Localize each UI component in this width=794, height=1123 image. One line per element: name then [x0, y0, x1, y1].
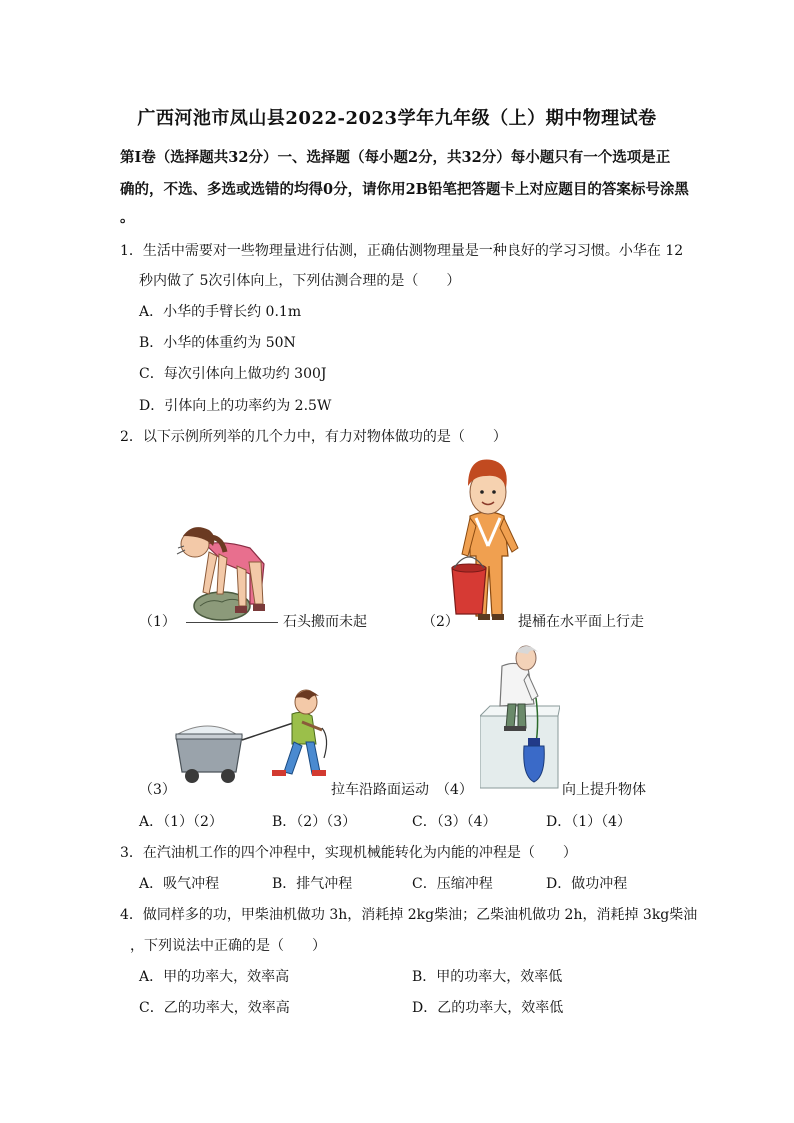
q1-stem-line1: 1．生活中需要对一些物理量进行估测，正确估测物理量是一种良好的学习习惯。小华在 12 [120, 243, 684, 259]
q4-option-d: D．乙的功率大，效率低 [412, 1000, 564, 1016]
q2-option-c: C．（3）（4） [412, 814, 497, 830]
fig1-woman-lifting-stone-illustration [175, 522, 280, 622]
q4-option-c: C．乙的功率大，效率高 [139, 1000, 290, 1016]
q3-option-d: D．做功冲程 [546, 876, 628, 892]
q2-option-d: D．（1）（4） [546, 814, 632, 830]
q3-option-c: C．压缩冲程 [412, 876, 493, 892]
q3-option-a: A．吸气冲程 [139, 876, 220, 892]
section-instruction-line1: 第Ⅰ卷（选择题共32分）一、选择题（每小题2分，共32分）每小题只有一个选项是正 [120, 149, 671, 166]
fig3-number: （3） [139, 782, 176, 798]
fig1-number: （1） [139, 614, 176, 630]
fig2-caption: 提桶在水平面上行走 [518, 614, 644, 630]
q1-option-a: A．小华的手臂长约 0.1m [139, 304, 302, 320]
section-instruction-line2: 确的，不选、多选或选错的均得0分，请你用2B铅笔把答题卡上对应题目的答案标号涂黑 [120, 181, 689, 198]
q2-option-a: A．（1）（2） [139, 814, 223, 830]
fig4-caption: 向上提升物体 [562, 782, 646, 798]
q4-option-a: A．甲的功率大，效率高 [139, 969, 290, 985]
fig1-caption: 石头搬而未起 [283, 614, 367, 630]
q4-option-b: B．甲的功率大，效率低 [412, 969, 563, 985]
q1-option-d: D．引体向上的功率约为 2.5W [139, 398, 332, 414]
q4-stem-line1: 4．做同样多的功，甲柴油机做功 3h，消耗掉 2kg柴油；乙柴油机做功 2h，消耗掉 3kg柴油 [120, 907, 698, 923]
q2-stem: 2．以下示例所列举的几个力中，有力对物体做功的是（ ） [120, 429, 507, 445]
fig2-number: （2） [422, 614, 459, 630]
fig4-man-lifting-object-illustration [480, 640, 560, 790]
q3-option-b: B．排气冲程 [272, 876, 353, 892]
q4-stem-line2: ，下列说法中正确的是（ ） [130, 938, 326, 954]
page-title: 广西河池市凤山县2022-2023学年九年级（上）期中物理试卷 [137, 108, 657, 129]
q3-stem: 3．在汽油机工作的四个冲程中，实现机械能转化为内能的冲程是（ ） [120, 845, 577, 861]
fig1-ground-line [186, 622, 278, 623]
fig3-caption: 拉车沿路面运动 [331, 782, 429, 798]
q1-stem-line2: 秒内做了 5次引体向上，下列估测合理的是（ ） [139, 273, 461, 289]
q1-option-c: C．每次引体向上做功约 300J [139, 366, 327, 382]
fig3-boy-pulling-cart-illustration [172, 688, 337, 788]
fig4-number: （4） [436, 782, 473, 798]
section-instruction-line3: 。 [120, 209, 135, 226]
fig2-man-carrying-bucket-illustration [450, 456, 525, 624]
q1-option-b: B．小华的体重约为 50N [139, 335, 296, 351]
q2-option-b: B．（2）（3） [272, 814, 357, 830]
